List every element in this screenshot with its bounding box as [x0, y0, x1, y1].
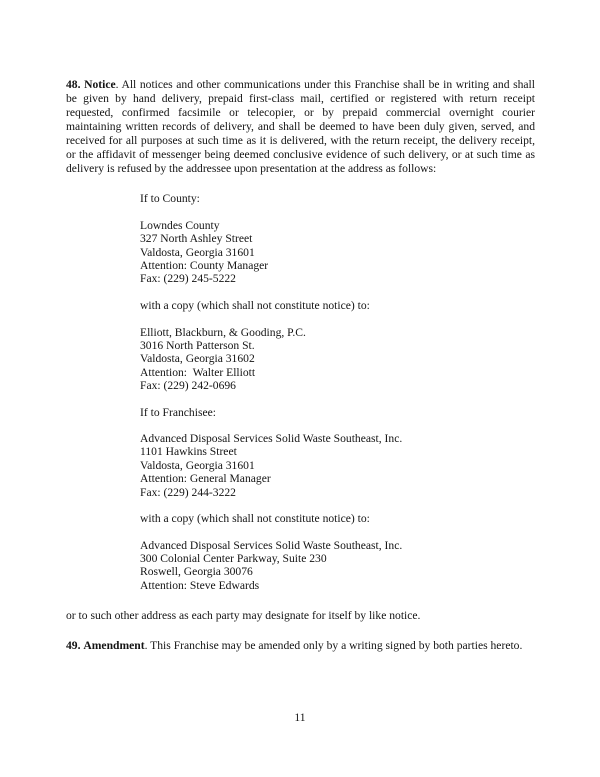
section-49-paragraph — [66, 639, 535, 653]
section-49-heading: Amendment — [83, 639, 145, 653]
section-48-number: 48. — [66, 78, 81, 91]
section-49-body: . This Franchise may be amended only by a writing signed by both parties hereto. — [144, 639, 523, 653]
address-line: Fax: (229) 244-3222 — [140, 485, 236, 499]
address-line: Attention: Walter Elliott — [140, 365, 256, 379]
spacer — [140, 419, 535, 432]
address-block-franchisee-corporate — [140, 539, 535, 592]
closing-paragraph: or to such other address as each party may designate for itself by like notice. — [66, 609, 421, 623]
address-line: Valdosta, Georgia 31602 — [140, 352, 255, 366]
address-line: 327 North Ashley Street — [140, 232, 253, 246]
section-48-body: . All notices and other communications under this Franchise shall be in writing and shall be given by hand delivery, prepaid first-class mail, certified or registered with return receipt requested, confirmed facsimile or telecopier, or by prepaid commercial overnight courier maintaining written records of delivery, and shall be deemed to have been duly given, served, and received for all purposes at such time as it is delivered, with the return receipt, the delivery receipt, or the affidavit of messenger being deemed conclusive evidence of such delivery, or at such time as delivery is refused by the addressee upon presentation at the address as follows: — [66, 78, 535, 176]
address-line: Attention: General Manager — [140, 472, 271, 486]
page-content — [66, 78, 535, 653]
address-line: Attention: County Manager — [140, 258, 269, 272]
section-49-number: 49. — [66, 639, 81, 653]
address-line: Elliott, Blackburn, & Gooding, P.C. — [140, 325, 306, 339]
spacer — [140, 525, 535, 538]
notice-block-intro-franchisee-copy: with a copy (which shall not constitute notice) to: — [140, 512, 370, 526]
address-line: Valdosta, Georgia 31601 — [140, 245, 255, 259]
address-line: Valdosta, Georgia 31601 — [140, 458, 255, 472]
spacer — [140, 286, 535, 299]
spacer — [140, 206, 535, 219]
spacer — [140, 312, 535, 325]
spacer — [140, 392, 535, 405]
address-line: Fax: (229) 245-5222 — [140, 272, 236, 286]
notice-block-intro-franchisee: If to Franchisee: — [140, 405, 216, 419]
spacer — [140, 499, 535, 512]
notice-block-intro-county: If to County: — [140, 192, 200, 206]
page-number: 11 — [294, 711, 306, 724]
address-line: Advanced Disposal Services Solid Waste Southeast, Inc. — [140, 538, 403, 552]
address-block-county-counsel — [140, 326, 535, 393]
address-block-franchisee — [140, 432, 535, 499]
address-line: Attention: Steve Edwards — [140, 578, 260, 592]
section-48-heading: Notice — [84, 78, 116, 91]
address-block-county — [140, 219, 535, 286]
notice-addresses — [66, 192, 535, 592]
address-line: Lowndes County — [140, 218, 220, 232]
address-line: 1101 Hawkins Street — [140, 445, 237, 459]
address-line: Fax: (229) 242-0696 — [140, 378, 236, 392]
address-line: Advanced Disposal Services Solid Waste Southeast, Inc. — [140, 432, 403, 446]
address-line: 300 Colonial Center Parkway, Suite 230 — [140, 552, 327, 566]
address-line: Roswell, Georgia 30076 — [140, 565, 253, 579]
section-48-paragraph — [66, 78, 535, 176]
address-line: 3016 North Patterson St. — [140, 338, 255, 352]
notice-block-intro-county-copy: with a copy (which shall not constitute notice) to: — [140, 298, 370, 312]
